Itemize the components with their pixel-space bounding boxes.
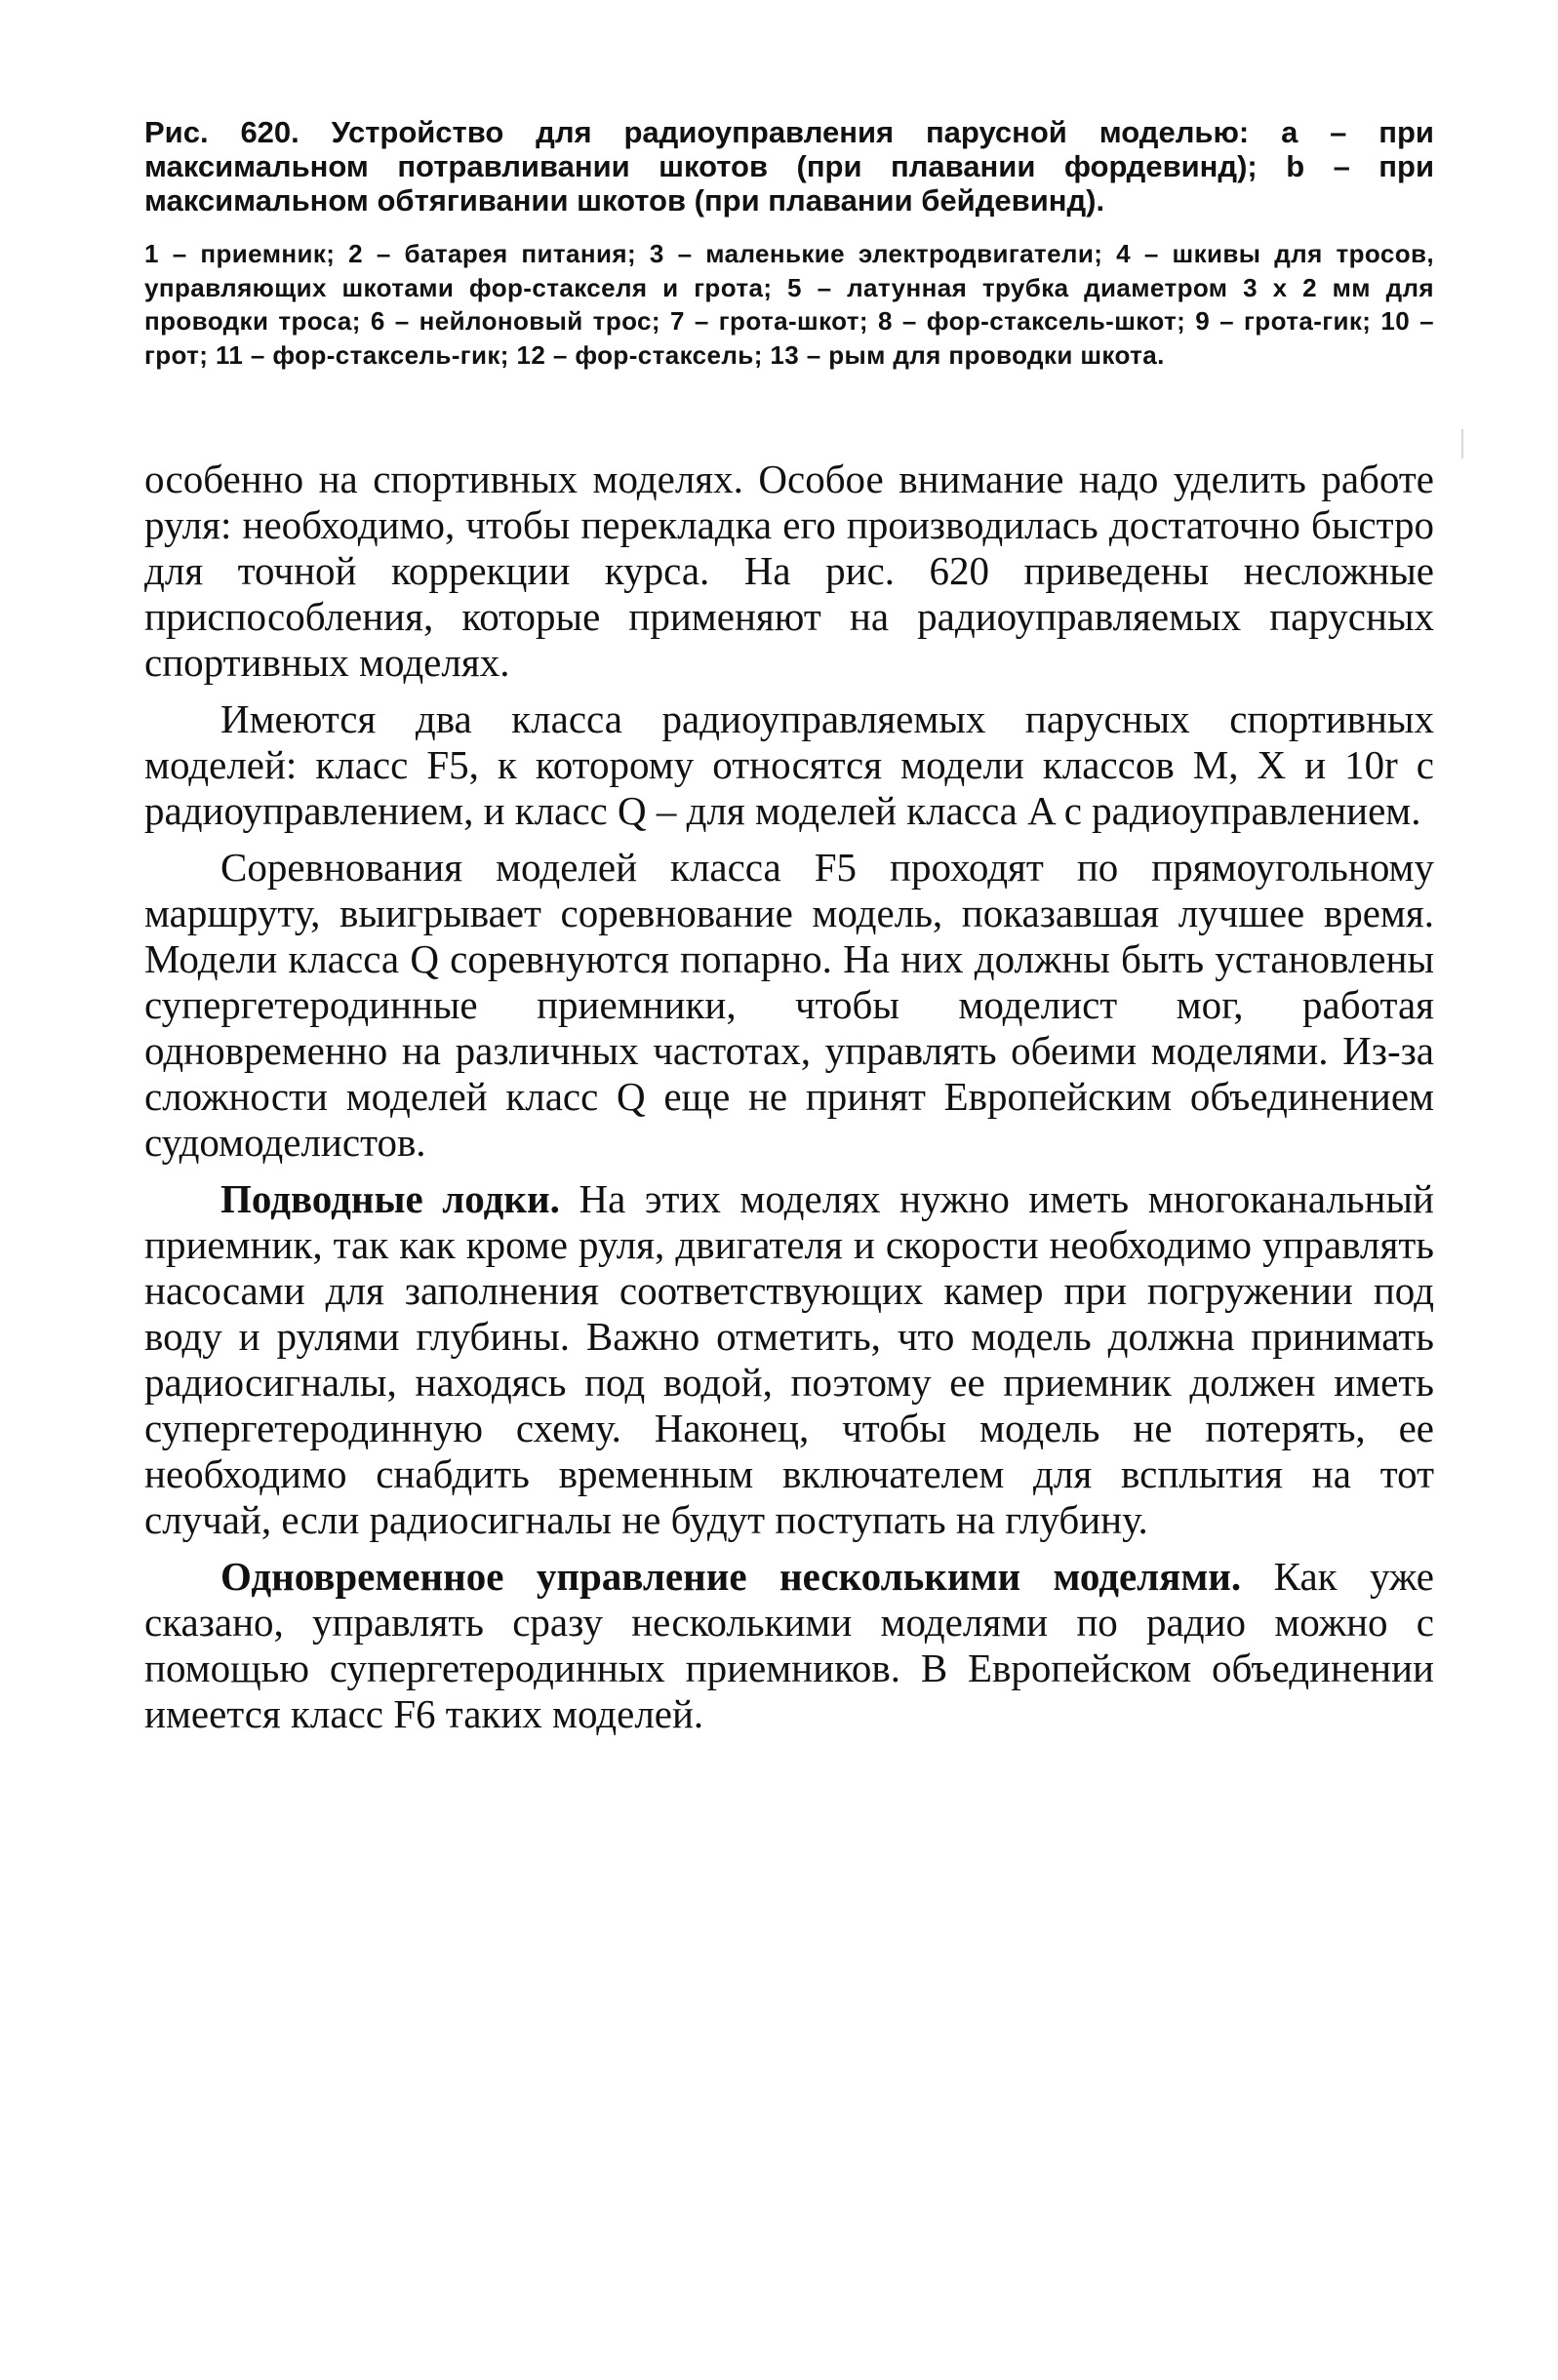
body-text [144,456,1434,1748]
figure-caption-legend: 1 – приемник; 2 – батарея питания; 3 – маленькие электродвигатели; 4 – шкивы для тросов, управляющих шкотами фор-стакселя и грота; 5 – латунная трубка диаметром 3 x 2 мм для проводки троса; 6 – нейлоновый трос; 7 – грота-шкот; 8 – фор-стаксель-шкот; 9 – грота-гик; 10 – грот; 11 – фор-стаксель-гик; 12 – фор-стаксель; 13 – рым для проводки шкота. [144,239,1434,370]
paragraph-5 [144,1554,1434,1737]
paragraph-4-heading: Подводные лодки. [220,1176,560,1221]
paragraph-1: особенно на спортивных моделях. Особое внимание надо уделить работе руля: необходимо, чтобы перекладка его производилась достаточно быстро для точной коррекции курса. На рис. 620 приведены несложные приспособления, которые применяют на радиоуправляемых парусных спортивных моделях. [144,456,1434,685]
paragraph-5-text: Как уже сказано, управлять сразу несколькими моделями по радио можно с помощью супергетеродинных приемников. В Европейском объединении имеется класс F6 таких моделей. [144,1554,1434,1736]
paragraph-2: Имеются два класса радиоуправляемых парусных спортивных моделей: класс F5, к которому относятся модели классов M, X и 10r с радиоуправлением, и класс Q – для моделей класса A с радиоуправлением. [144,696,1434,833]
paragraph-5-heading: Одновременное управление несколькими моделями. [220,1554,1242,1599]
scan-artifact [1461,429,1463,458]
paragraph-3: Соревнования моделей класса F5 проходят по прямоугольному маршруту, выигрывает соревнование модель, показавшая лучшее время. Модели класса Q соревнуются попарно. На них должны быть установлены супергетеродинные приемники, чтобы моделист мог, работая одновременно на различных частотах, управлять обеими моделями. Из-за сложности моделей класс Q еще не принят Европейским объединением судомоделистов. [144,845,1434,1165]
paragraph-4 [144,1176,1434,1543]
figure-caption [144,115,1434,372]
paragraph-4-text: На этих моделях нужно иметь многоканальный приемник, так как кроме руля, двигателя и скорости необходимо управлять насосами для заполнения соответствующих камер при погружении под воду и рулями глубины. Важно отметить, что модель должна принимать радиосигналы, находясь под водой, поэтому ее приемник должен иметь супергетеродинную схему. Наконец, чтобы модель не потерять, ее необходимо снабдить временным включателем для всплытия на тот случай, если радиосигналы не будут поступать на глубину. [144,1176,1434,1542]
figure-caption-title: Рис. 620. Устройство для радиоуправления парусной моделью: a – при максимальном потравливании шкотов (при плавании фордевинд); b – при максимальном обтягивании шкотов (при плавании бейдевинд). [144,115,1434,218]
